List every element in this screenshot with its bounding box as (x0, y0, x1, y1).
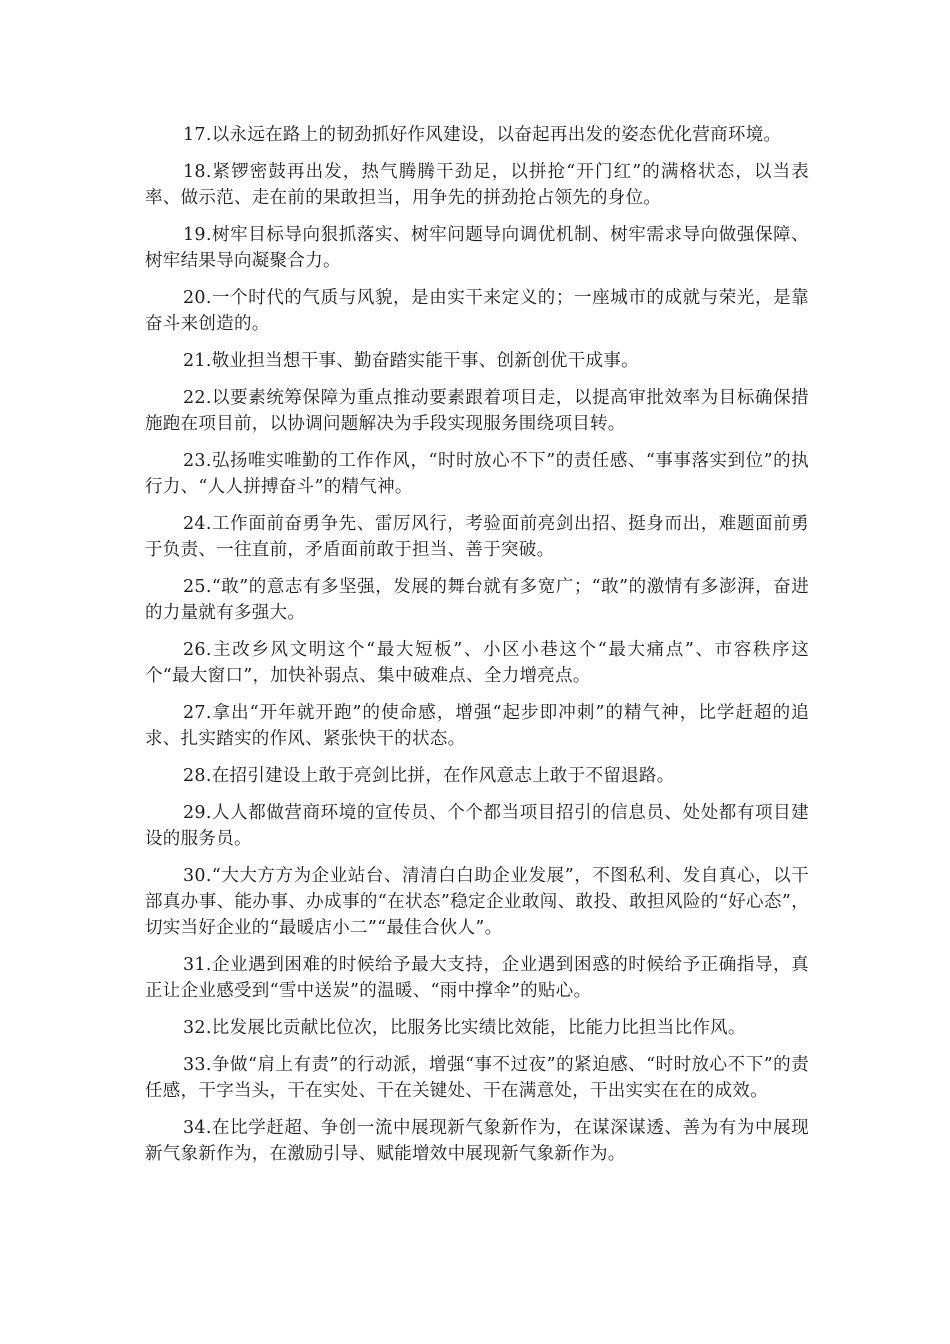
paragraph-26: 26.主改乡风文明这个“最大短板”、小区小巷这个“最大痛点”、市容秩序这个“最大窗口”，加快补弱点、集中破难点、全力增亮点。 (145, 640, 809, 686)
paragraph-18: 18.紧锣密鼓再出发，热气腾腾干劲足，以拼抢“开门红”的满格状态，以当表率、做示范、走在前的果敢担当，用争先的拼劲抢占领先的身位。 (145, 162, 809, 208)
paragraph-17: 17.以永远在路上的韧劲抓好作风建设，以奋起再出发的姿态优化营商环境。 (183, 125, 782, 145)
paragraph-20: 20.一个时代的气质与风貌，是由实干来定义的；一座城市的成就与荣光，是靠奋斗来创造的。 (145, 288, 809, 334)
paragraph-30: 30.“大大方方为企业站台、清清白白助企业发展”，不图私利、发自真心，以干部真办事、能办事、办成事的“在状态”稳定企业敢闯、敢投、敢担风险的“好心态”，切实当好企业的“最暖店小二”“最佳合伙人”。 (145, 866, 809, 938)
paragraph-22: 22.以要素统筹保障为重点推动要素跟着项目走，以提高审批效率为目标确保措施跑在项目前，以协调问题解决为手段实现服务围绕项目转。 (145, 388, 809, 434)
paragraph-34: 34.在比学赶超、争创一流中展现新气象新作为，在谋深谋透、善为有为中展现新气象新作为，在激励引导、赋能增效中展现新气象新作为。 (145, 1118, 809, 1164)
paragraph-27: 27.拿出“开年就开跑”的使命感，增强“起步即冲刺”的精气神，比学赶超的追求、扎实踏实的作风、紧张快干的状态。 (145, 703, 809, 749)
paragraph-28: 28.在招引建设上敢于亮剑比拼，在作风意志上敢于不留退路。 (183, 766, 675, 786)
paragraph-19: 19.树牢目标导向狠抓落实、树牢问题导向调优机制、树牢需求导向做强保障、树牢结果导向凝聚合力。 (145, 225, 809, 271)
paragraph-31: 31.企业遇到困难的时候给予最大支持，企业遇到困惑的时候给予正确指导，真正让企业感受到“雪中送炭”的温暖、“雨中撑伞”的贴心。 (145, 955, 809, 1001)
paragraph-25: 25.“敢”的意志有多坚强，发展的舞台就有多宽广；“敢”的激情有多澎湃，奋进的力量就有多强大。 (145, 577, 809, 623)
paragraph-23: 23.弘扬唯实唯勤的工作作风，“时时放心不下”的责任感、“事事落实到位”的执行力、“人人拼搏奋斗”的精气神。 (145, 451, 809, 497)
paragraph-33: 33.争做“肩上有责”的行动派，增强“事不过夜”的紧迫感、“时时放心不下”的责任感，干字当头，干在实处、干在关键处、干在满意处，干出实实在在的成效。 (145, 1055, 809, 1101)
paragraph-32: 32.比发展比贡献比位次，比服务比实绩比效能，比能力比担当比作风。 (183, 1018, 746, 1038)
paragraph-24: 24.工作面前奋勇争先、雷厉风行，考验面前亮剑出招、挺身而出，难题面前勇于负责、一往直前，矛盾面前敢于担当、善于突破。 (145, 514, 809, 560)
document-body (145, 122, 809, 1178)
paragraph-29: 29.人人都做营商环境的宣传员、个个都当项目招引的信息员、处处都有项目建设的服务员。 (145, 803, 809, 849)
paragraph-21: 21.敬业担当想干事、勤奋踏实能干事、创新创优干成事。 (183, 351, 639, 371)
